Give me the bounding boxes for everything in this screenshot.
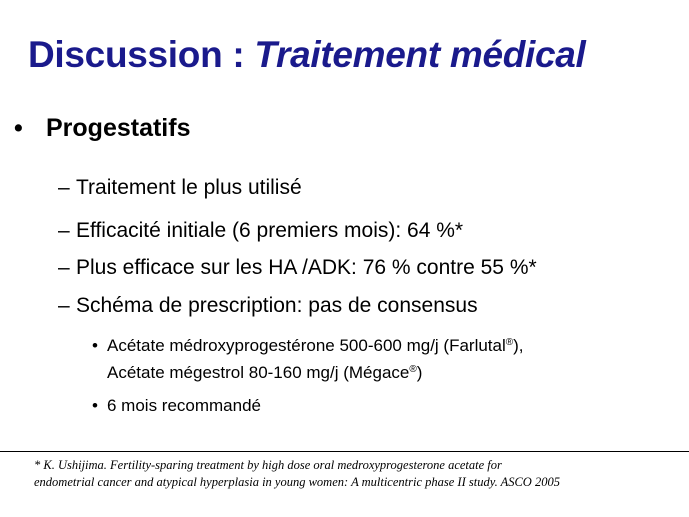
sub-item-text: Traitement le plus utilisé: [76, 176, 302, 199]
sub-item-text: Efficacité initiale (6 premiers mois): 64 %*: [76, 219, 464, 242]
dash-marker: –: [58, 294, 70, 317]
dash-marker: –: [58, 176, 70, 199]
drug-1-suffix: ),: [513, 336, 524, 355]
nested-item-text: 6 mois recommandé: [107, 396, 262, 415]
reference-line-1: * K. Ushijima. Fertility-sparing treatment by high dose oral medroxyprogesterone acetate for: [34, 458, 502, 472]
bullet-marker: •: [14, 114, 23, 142]
sub-item-text: Plus efficace sur les HA /ADK: 76 % contre 55 %*: [76, 256, 537, 279]
drug-2-suffix: ): [416, 363, 423, 382]
sub-item-text: Schéma de prescription: pas de consensus: [76, 294, 478, 317]
slide-title: [28, 34, 586, 76]
drug-2-text: Acétate mégestrol 80-160 mg/j (Mégace: [107, 363, 410, 382]
sub-item-4: [58, 294, 478, 318]
nested-line-2: [92, 358, 524, 385]
dash-marker: –: [58, 256, 70, 279]
registered-mark: ®: [409, 364, 417, 375]
sub-item-2: [58, 219, 463, 243]
main-bullet: [14, 114, 190, 143]
sub-item-3: [58, 256, 537, 280]
sub-item-1: [58, 176, 302, 200]
nested-item-2: [92, 394, 261, 418]
registered-mark: ®: [505, 337, 514, 348]
nested-item-1: [92, 331, 524, 385]
bullet-marker: •: [92, 336, 98, 355]
drug-1-text: Acétate médroxyprogestérone 500-600 mg/j (Farlutal: [107, 336, 506, 355]
title-emphasis: Traitement médical: [254, 34, 586, 75]
bullet-marker: •: [92, 396, 98, 415]
dash-marker: –: [58, 219, 70, 242]
divider: [0, 451, 689, 452]
reference-line-2: endometrial cancer and atypical hyperplasia in young women: A multicentric phase II study. ASCO 2005: [34, 475, 560, 489]
main-bullet-text: Progestatifs: [46, 114, 191, 142]
reference-footnote: [34, 457, 684, 491]
title-prefix: Discussion :: [28, 34, 255, 75]
nested-line-1: [107, 336, 524, 355]
